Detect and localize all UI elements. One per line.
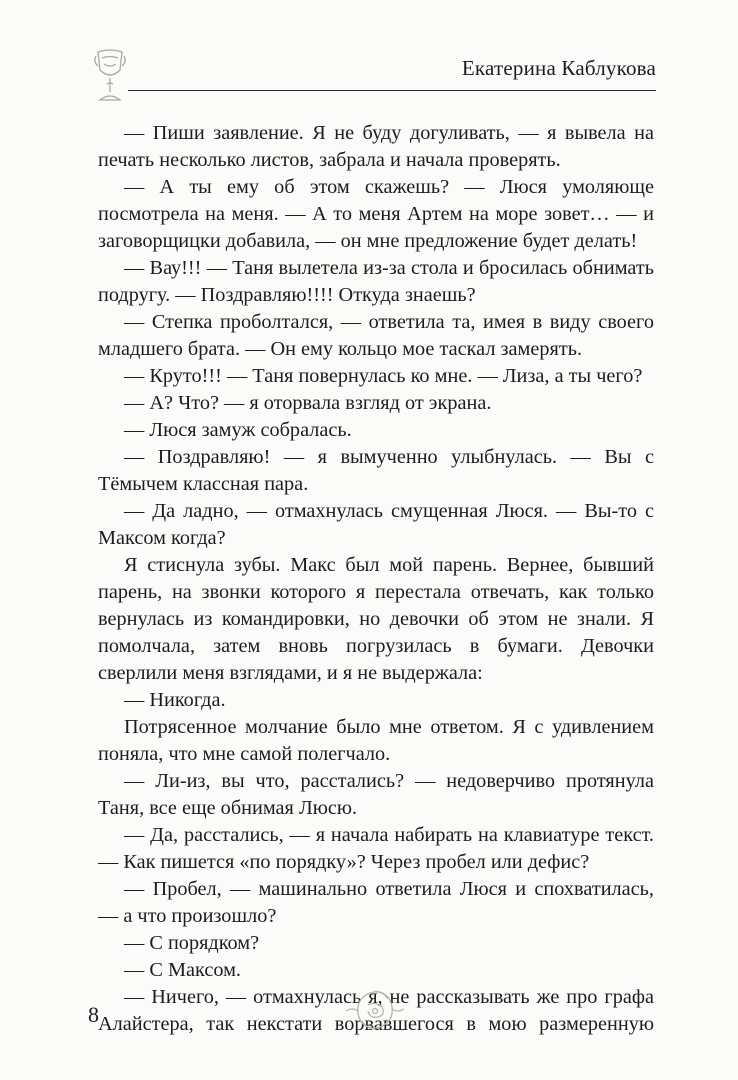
paragraph: — Люся замуж собралась. (124, 419, 352, 441)
paragraph: — Да, расстались, — я начала набирать на клавиатуре текст. — Как пишется «по порядку»? Через пробел или дефис? (98, 824, 654, 873)
goblet-emblem-icon (90, 46, 130, 108)
running-head: Екатерина Каблукова (461, 56, 656, 80)
page-number: 8 (88, 1002, 99, 1027)
paragraph: — Да ладно, — отмахнулась смущенная Люся. — Вы-то с Максом когда? (98, 500, 654, 549)
body-text (98, 120, 654, 1038)
header-rule (128, 90, 656, 91)
paragraph: Потрясенное молчание было мне ответом. Я с удивлением поняла, что мне самой полегчало. (98, 716, 654, 765)
paragraph: — Ли-из, вы что, расстались? — недоверчиво протянула Таня, все еще обнимая Люсю. (98, 770, 654, 819)
paragraph: — С Максом. (124, 959, 241, 981)
paragraph: — Степка проболтался, — ответила та, имея в виду своего младшего брата. — Он ему кольцо мое таскал замерять. (98, 311, 654, 360)
paragraph: — Никогда. (124, 689, 226, 711)
flourish-ornament-icon (340, 985, 410, 1035)
paragraph: — Круто!!! — Таня повернулась ко мне. — Лиза, а ты чего? (124, 365, 643, 387)
paragraph: — А? Что? — я оторвала взгляд от экрана. (124, 392, 492, 414)
paragraph: — Вау!!! — Таня вылетела из-за стола и бросилась обнимать подругу. — Поздравляю!!!! Откуда знаешь? (98, 257, 654, 306)
paragraph: — Пиши заявление. Я не буду догуливать, — я вывела на печать несколько листов, забрала и начала проверять. (98, 122, 654, 171)
paragraph: — С порядком? (124, 932, 260, 954)
paragraph: Я стиснула зубы. Макс был мой парень. Вернее, бывший парень, на звонки которого я перестала отвечать, как только вернулась из командировки, но девочки об этом не знали. Я помолчала, затем вновь погрузилась в бумаги. Девочки сверлили меня взглядами, и я не выдержала: (98, 554, 654, 684)
paragraph: — Поздравляю! — я вымученно улыбнулась. — Вы с Тёмычем классная пара. (98, 446, 654, 495)
paragraph: — А ты ему об этом скажешь? — Люся умоляюще посмотрела на меня. — А то меня Артем на море зовет… — и заговорщицки добавила, — он мне предложение будет делать! (98, 176, 654, 252)
paragraph: — Пробел, — машинально ответила Люся и спохватилась, — а что произошло? (98, 878, 654, 927)
paragraph: — Ничего, — отмахнулась я, не рассказывать же про графа Алайстера, так некстати ворвавшегося в мою размеренную (98, 986, 654, 1035)
